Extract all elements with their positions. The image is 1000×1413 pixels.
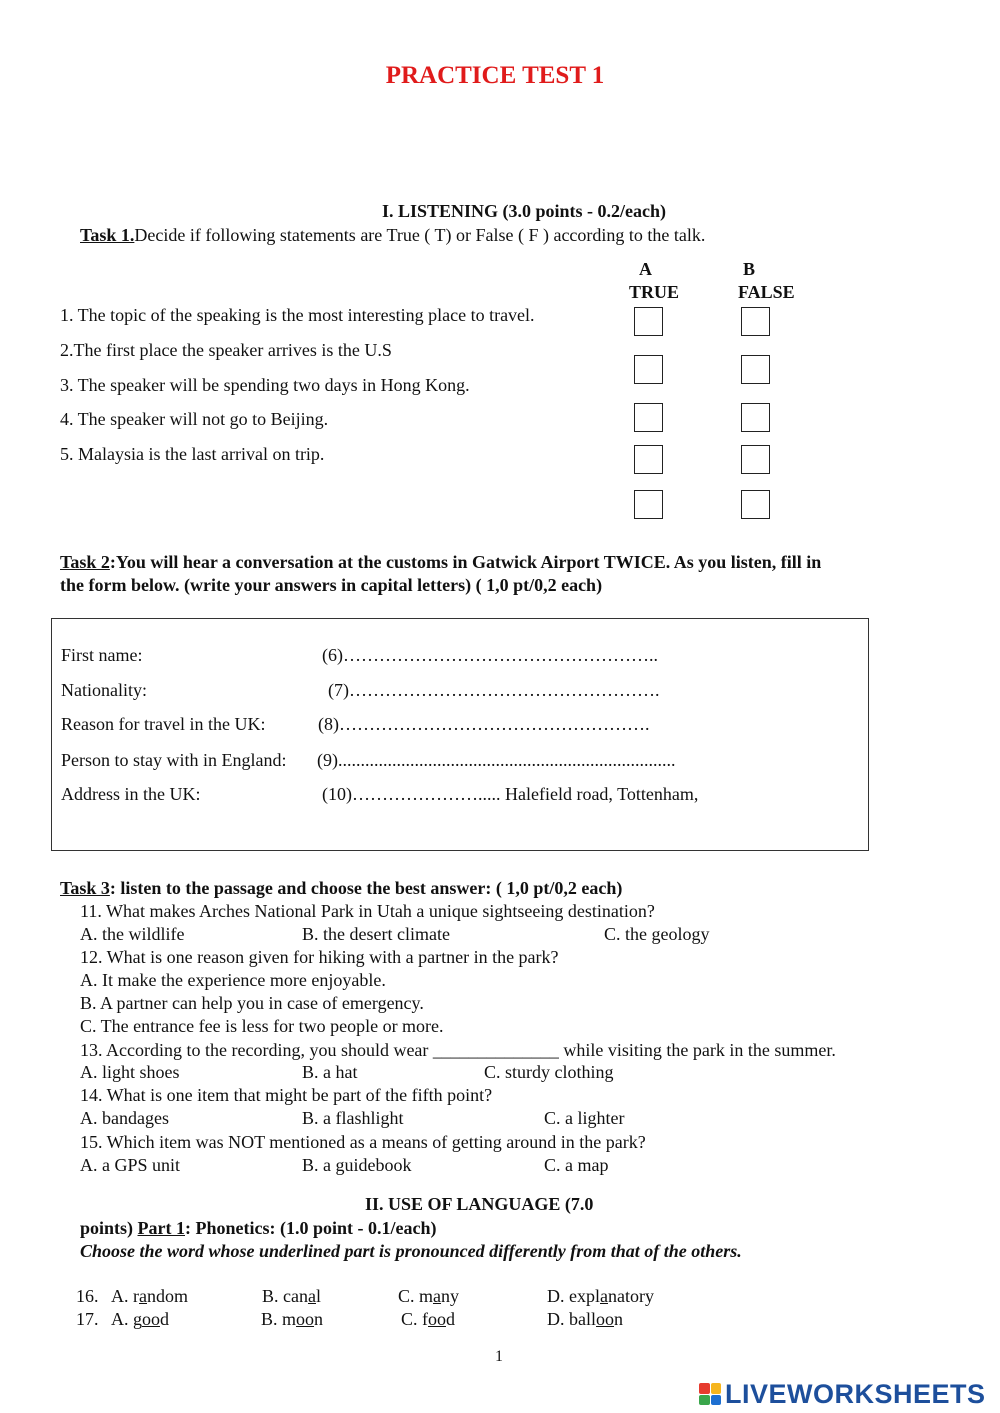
q17a-pre: A. g bbox=[111, 1309, 142, 1329]
section-heading-listening: I. LISTENING (3.0 points - 0.2/each) bbox=[382, 201, 667, 221]
question-14: 14. What is one item that might be part of the fifth point? bbox=[80, 1085, 493, 1105]
logo-square-3 bbox=[699, 1395, 710, 1406]
task2-instruction-line2: the form below. (write your answers in capital letters) ( 1,0 pt/0,2 each) bbox=[60, 575, 603, 595]
col-a-letter: A bbox=[639, 259, 652, 279]
statement-3: 3. The speaker will be spending two days in Hong Kong. bbox=[60, 375, 470, 395]
task3-label: Task 3 bbox=[60, 878, 110, 898]
logo-square-4 bbox=[711, 1395, 722, 1406]
q14-option-c[interactable]: C. a lighter bbox=[544, 1108, 625, 1128]
q12-option-a[interactable]: A. It make the experience more enjoyable. bbox=[80, 970, 386, 990]
q15-option-a[interactable]: A. a GPS unit bbox=[80, 1155, 181, 1175]
page-title: PRACTICE TEST 1 bbox=[385, 62, 605, 89]
page-number: 1 bbox=[495, 1348, 503, 1365]
form-label-person: Person to stay with in England: bbox=[61, 750, 287, 770]
section-heading-use-of-language: II. USE OF LANGUAGE (7.0 bbox=[365, 1194, 594, 1214]
question-17-number: 17. bbox=[76, 1309, 99, 1329]
q14-option-a[interactable]: A. bandages bbox=[80, 1108, 169, 1128]
col-b-label: FALSE bbox=[738, 282, 795, 302]
form-blank-7[interactable]: (7)……………………………………………. bbox=[328, 680, 660, 700]
task1-label: Task 1. bbox=[80, 225, 135, 245]
form-label-first-name: First name: bbox=[61, 645, 143, 665]
checkbox-false-5[interactable] bbox=[741, 490, 770, 519]
q16-option-b[interactable] bbox=[262, 1286, 321, 1307]
task1-instruction bbox=[80, 225, 705, 246]
q17c-pre: C. f bbox=[401, 1309, 428, 1329]
task3-instruction bbox=[60, 878, 622, 899]
part1-label: Part 1 bbox=[137, 1218, 185, 1238]
q16c-underlined: a bbox=[433, 1286, 442, 1306]
q17a-post: d bbox=[160, 1309, 169, 1329]
statement-4: 4. The speaker will not go to Beijing. bbox=[60, 409, 329, 429]
q16-option-c[interactable] bbox=[398, 1286, 459, 1307]
q17b-underlined: oo bbox=[296, 1309, 315, 1329]
q11-option-b[interactable]: B. the desert climate bbox=[302, 924, 450, 944]
q17b-post: n bbox=[314, 1309, 324, 1329]
statement-1: 1. The topic of the speaking is the most interesting place to travel. bbox=[60, 305, 535, 325]
q17d-pre: D. ball bbox=[547, 1309, 596, 1329]
q16a-underlined: a bbox=[139, 1286, 147, 1306]
checkbox-false-2[interactable] bbox=[741, 355, 770, 384]
col-b-letter: B bbox=[743, 259, 756, 279]
form-blank-9[interactable]: (9)........................................................................... bbox=[317, 750, 676, 770]
form-label-nationality: Nationality: bbox=[61, 680, 147, 700]
checkbox-true-1[interactable] bbox=[634, 307, 663, 336]
q16c-post: ny bbox=[441, 1286, 460, 1306]
q11-option-a[interactable]: A. the wildlife bbox=[80, 924, 185, 944]
logo-square-2 bbox=[711, 1383, 722, 1394]
part1-suffix: : Phonetics: (1.0 point - 0.1/each) bbox=[185, 1218, 437, 1238]
watermark-text: LIVEWORKSHEETS bbox=[725, 1378, 986, 1409]
statement-5: 5. Malaysia is the last arrival on trip. bbox=[60, 444, 325, 464]
q16d-post: natory bbox=[608, 1286, 654, 1306]
q13-option-b[interactable]: B. a hat bbox=[302, 1062, 358, 1082]
question-13: 13. According to the recording, you should wear ______________ while visiting the park in the summer. bbox=[80, 1040, 836, 1060]
q17c-underlined: oo bbox=[428, 1309, 446, 1329]
checkbox-false-3[interactable] bbox=[741, 403, 770, 432]
question-15: 15. Which item was NOT mentioned as a means of getting around in the park? bbox=[80, 1132, 646, 1152]
q15-option-b[interactable]: B. a guidebook bbox=[302, 1155, 412, 1175]
q17-option-c[interactable] bbox=[401, 1309, 455, 1330]
checkbox-false-4[interactable] bbox=[741, 445, 770, 474]
q16a-post: ndom bbox=[147, 1286, 189, 1306]
q17d-post: n bbox=[614, 1309, 623, 1329]
q12-option-c[interactable]: C. The entrance fee is less for two people or more. bbox=[80, 1016, 444, 1036]
q12-option-b[interactable]: B. A partner can help you in case of emergency. bbox=[80, 993, 424, 1013]
form-blank-10[interactable]: (10)…………………..... Halefield road, Tottenham, bbox=[322, 784, 699, 804]
q13-option-a[interactable]: A. light shoes bbox=[80, 1062, 180, 1082]
question-11: 11. What makes Arches National Park in Utah a unique sightseeing destination? bbox=[80, 901, 655, 921]
q16b-underlined: a bbox=[307, 1286, 316, 1306]
liveworksheets-watermark bbox=[699, 1378, 986, 1409]
q16c-pre: C. m bbox=[398, 1286, 434, 1306]
checkbox-true-5[interactable] bbox=[634, 490, 663, 519]
form-label-reason: Reason for travel in the UK: bbox=[61, 714, 266, 734]
form-blank-8[interactable]: (8)……………………………………………. bbox=[318, 714, 650, 734]
col-a-label: TRUE bbox=[629, 282, 680, 302]
q15-option-c[interactable]: C. a map bbox=[544, 1155, 609, 1175]
task2-text: :You will hear a conversation at the customs in Gatwick Airport TWICE. As you listen, fill in bbox=[109, 552, 822, 572]
q17-option-d[interactable] bbox=[547, 1309, 623, 1330]
liveworksheets-logo-icon bbox=[699, 1383, 721, 1405]
task2-label: Task 2 bbox=[60, 552, 110, 572]
statement-2: 2.The first place the speaker arrives is the U.S bbox=[60, 340, 392, 360]
q17b-pre: B. m bbox=[261, 1309, 297, 1329]
q17c-post: d bbox=[446, 1309, 455, 1329]
q17-option-a[interactable] bbox=[111, 1309, 169, 1330]
checkbox-true-2[interactable] bbox=[634, 355, 663, 384]
q17-option-b[interactable] bbox=[261, 1309, 323, 1330]
q17a-underlined: oo bbox=[142, 1309, 160, 1329]
q17d-underlined: oo bbox=[596, 1309, 614, 1329]
question-16-number: 16. bbox=[76, 1286, 99, 1306]
q16-option-a[interactable] bbox=[111, 1286, 188, 1307]
q16d-underlined: a bbox=[600, 1286, 608, 1306]
q16b-post: l bbox=[315, 1286, 321, 1306]
form-label-address: Address in the UK: bbox=[61, 784, 201, 804]
phonetics-instruction: Choose the word whose underlined part is pronounced differently from that of the others. bbox=[80, 1241, 742, 1261]
part1-prefix: points) bbox=[80, 1218, 138, 1238]
checkbox-true-4[interactable] bbox=[634, 445, 663, 474]
q16b-pre: B. can bbox=[262, 1286, 308, 1306]
task2-instruction-line1 bbox=[60, 552, 821, 573]
part1-heading bbox=[80, 1218, 436, 1239]
q16a-pre: A. r bbox=[111, 1286, 139, 1306]
q16d-pre: D. expl bbox=[547, 1286, 600, 1306]
logo-square-1 bbox=[699, 1383, 710, 1394]
task3-text: : listen to the passage and choose the best answer: ( 1,0 pt/0,2 each) bbox=[109, 878, 623, 898]
checkbox-true-3[interactable] bbox=[634, 403, 663, 432]
question-12: 12. What is one reason given for hiking with a partner in the park? bbox=[80, 947, 559, 967]
form-blank-6[interactable]: (6)…………………………………………….. bbox=[322, 645, 658, 665]
q13-option-c[interactable]: C. sturdy clothing bbox=[484, 1062, 614, 1082]
checkbox-false-1[interactable] bbox=[741, 307, 770, 336]
q16-option-d[interactable] bbox=[547, 1286, 654, 1307]
task1-text: Decide if following statements are True ( T) or False ( F ) according to the talk. bbox=[134, 225, 706, 245]
q14-option-b[interactable]: B. a flashlight bbox=[302, 1108, 404, 1128]
q11-option-c[interactable]: C. the geology bbox=[604, 924, 710, 944]
